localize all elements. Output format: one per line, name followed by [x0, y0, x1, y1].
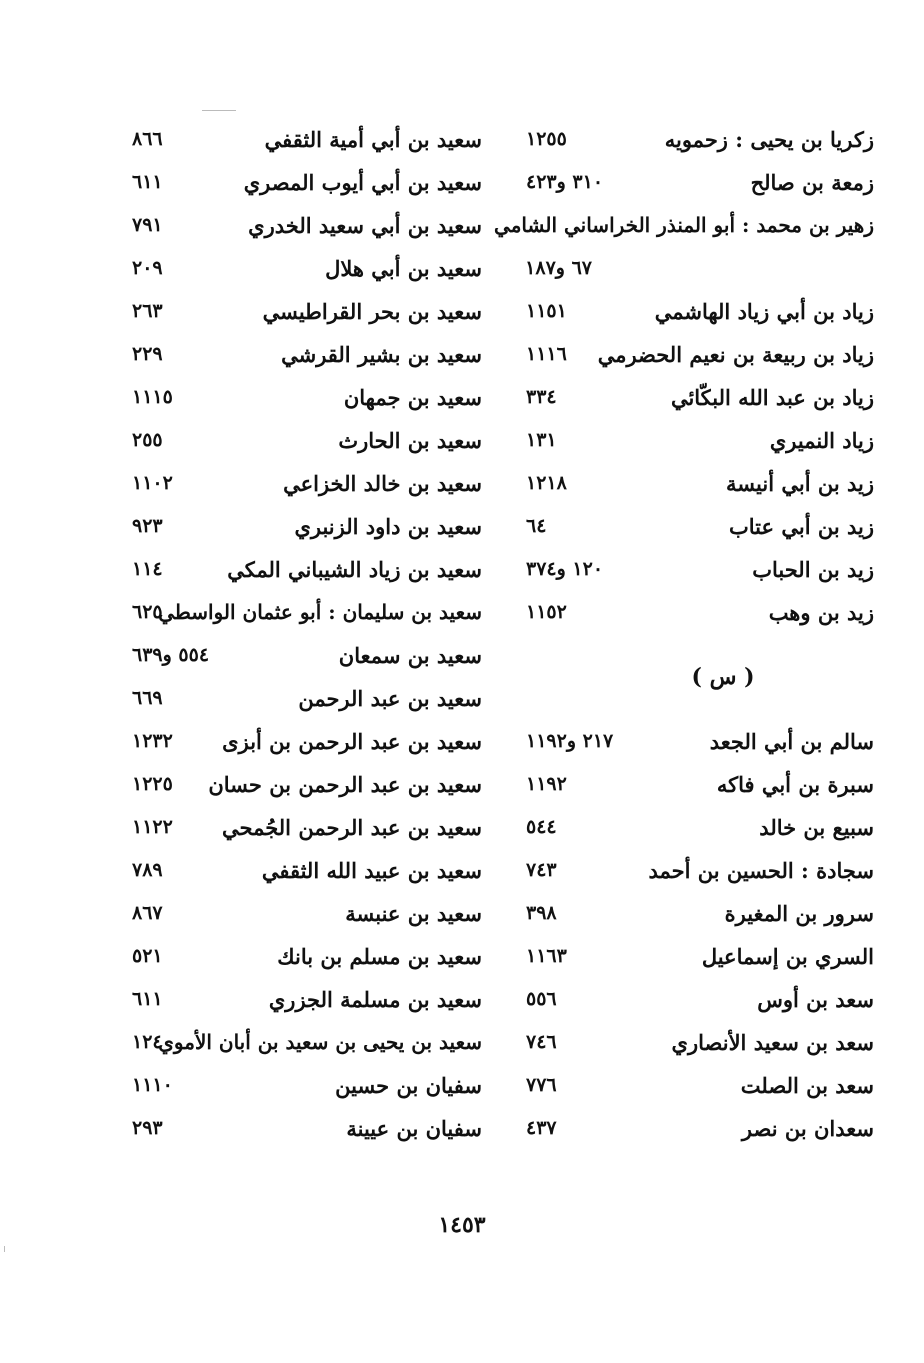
entry-name: سعيد بن الحارث: [338, 428, 482, 453]
entry-pages: ٢٢٩: [132, 343, 163, 365]
index-entry: [112, 720, 482, 763]
entry-pages: ١٢٠ و٣٧٤: [526, 558, 604, 580]
index-entry: [112, 247, 482, 290]
index-entry: [112, 677, 482, 720]
index-entry: [112, 376, 482, 419]
entry-pages: ١٢١٨: [526, 472, 567, 494]
entry-name: سعيد بن عبد الرحمن بن حسان: [208, 772, 482, 797]
entry-pages: ٧٩١: [132, 214, 163, 236]
entry-pages: ٩٢٣: [132, 515, 163, 537]
entry-name: سعيد بن عبد الرحمن: [298, 686, 482, 711]
entry-name: سعد بن أوس: [757, 987, 874, 1012]
entry-name: سفيان بن عيينة: [346, 1116, 482, 1141]
entry-name: سبيع بن خالد: [759, 815, 874, 840]
entry-pages: ٣٩٨: [526, 902, 557, 924]
entry-name: سعيد بن يحيى بن سعيد بن أبان الأموي: [158, 1030, 482, 1054]
entry-pages: ١٣١: [526, 429, 557, 451]
entry-name: سعد بن الصلت: [740, 1073, 874, 1098]
entry-pages: ٧٧٦: [526, 1074, 557, 1096]
index-entry: [512, 462, 874, 505]
entry-name: زمعة بن صالح: [750, 170, 874, 195]
index-entry: [112, 204, 482, 247]
entry-name: سبرة بن أبي فاكه: [716, 772, 874, 797]
entry-name: سعيد بن مسلم بن بانك: [277, 944, 482, 969]
entry-name: سعيد بن داود الزنبري: [294, 514, 482, 539]
entry-name: زيد بن أبي عتاب: [729, 514, 874, 539]
index-entry: [512, 1021, 874, 1064]
entry-pages: ٤٣٧: [526, 1117, 557, 1139]
entry-name: السري بن إسماعيل: [701, 944, 874, 969]
entry-name: سعيد بن جمهان: [343, 385, 482, 410]
entry-pages: ٦٢٥: [132, 601, 163, 623]
index-entry: [512, 806, 874, 849]
index-entry: [512, 548, 874, 591]
entry-pages: ٦١١: [132, 988, 163, 1010]
entry-name: سفيان بن حسين: [335, 1073, 482, 1098]
entry-name: سعيد بن خالد الخزاعي: [283, 471, 482, 496]
entry-name: سعد بن سعيد الأنصاري: [671, 1030, 874, 1055]
entry-pages: ٥٥٤ و٦٣٩: [132, 644, 210, 666]
entry-pages: ٥٢١: [132, 945, 163, 967]
index-entry: [112, 419, 482, 462]
index-entry: [112, 849, 482, 892]
entry-pages: ٢١٧ و١١٩٢: [526, 730, 614, 752]
entry-name: سعيد بن سليمان : أبو عثمان الواسطي: [158, 600, 482, 624]
index-entry: [512, 118, 874, 161]
entry-name: سعدان بن نصر: [741, 1116, 874, 1141]
entry-name: زياد بن عبد الله البكّائي: [670, 385, 874, 410]
index-entry: [112, 634, 482, 677]
index-entry: [112, 290, 482, 333]
index-entry: [112, 978, 482, 1021]
index-entry: [112, 505, 482, 548]
left-column: [112, 118, 482, 1150]
entry-name: زياد بن أبي زياد الهاشمي: [654, 299, 874, 324]
entry-pages: ٨٦٧: [132, 902, 163, 924]
entry-pages: ١١٤: [132, 558, 163, 580]
entry-pages: ٥٤٤: [526, 816, 557, 838]
index-entry: [112, 462, 482, 505]
index-entry: [512, 419, 874, 462]
index-entry: [512, 376, 874, 419]
entry-pages: ٦١١: [132, 171, 163, 193]
index-entry: [112, 1107, 482, 1150]
entry-pages: ١٢٢٥: [132, 773, 173, 795]
entry-pages: ١١٩٢: [526, 773, 567, 795]
entry-pages: ٨٦٦: [132, 128, 163, 150]
entry-name: سالم بن أبي الجعد: [709, 729, 874, 754]
entry-pages: ٦٦٩: [132, 687, 163, 709]
entry-name: زياد بن ربيعة بن نعيم الحضرمي: [597, 342, 874, 367]
entry-pages: ١١٥١: [526, 300, 567, 322]
entry-pages: ١١٢٢: [132, 816, 173, 838]
entry-pages: ١١٠٢: [132, 472, 173, 494]
index-entry: [512, 763, 874, 806]
index-entry: [512, 935, 874, 978]
entry-pages: ٣٣٤: [526, 386, 557, 408]
index-entry: [512, 978, 874, 1021]
entry-pages: ١١١٥: [132, 386, 173, 408]
entry-name: سعيد بن عنبسة: [345, 901, 482, 926]
index-entry: [112, 118, 482, 161]
right-column: [494, 118, 874, 1150]
index-entry: [512, 1064, 874, 1107]
index-entry: [112, 935, 482, 978]
entry-name: زيد بن أبي أنيسة: [726, 471, 874, 496]
entry-name: سعيد بن أبي هلال: [325, 256, 482, 281]
index-entry-continuation: [512, 247, 874, 290]
index-entry: [512, 505, 874, 548]
index-entry: [512, 849, 874, 892]
entry-name: سرور بن المغيرة: [724, 901, 874, 926]
entry-name: سجادة : الحسين بن أحمد: [648, 858, 874, 883]
entry-pages: ٣١٠ و٤٢٣: [526, 171, 604, 193]
entry-pages: ١٢٤: [132, 1031, 163, 1053]
entry-name: سعيد بن أبي سعيد الخدري: [248, 213, 482, 238]
index-entry: [512, 591, 874, 634]
entry-pages: ٢٥٥: [132, 429, 163, 451]
scan-mark-left: [4, 1246, 5, 1252]
entry-name: زيد بن الحباب: [752, 557, 874, 582]
index-entry: [112, 548, 482, 591]
entry-pages: ١١٥٢: [526, 601, 567, 623]
entry-name: سعيد بن أبي أيوب المصري: [243, 170, 482, 195]
section-heading-seen: ( س ): [691, 664, 755, 690]
entry-pages: ١٢٣٢: [132, 730, 173, 752]
entry-pages: ٢٠٩: [132, 257, 163, 279]
entry-name: سعيد بن عبد الرحمن الجُمحي: [222, 815, 482, 840]
entry-name: زيد بن وهب: [768, 600, 874, 625]
page-number: ١٤٥٣: [438, 1212, 486, 1238]
index-entry: [112, 892, 482, 935]
index-entry: [512, 290, 874, 333]
entry-pages: ١٢٥٥: [526, 128, 567, 150]
entry-pages: ٢٦٣: [132, 300, 163, 322]
entry-name: سعيد بن أبي أمية الثقفي: [264, 127, 482, 152]
entry-pages: ٧٤٣: [526, 859, 557, 881]
entry-pages: ٦٧ و١٨٧: [525, 257, 592, 279]
entry-name: سعيد بن بحر القراطيسي: [262, 299, 482, 324]
entry-pages: ٧٤٦: [526, 1031, 557, 1053]
entry-name: سعيد بن مسلمة الجزري: [268, 987, 482, 1012]
index-entry: [112, 591, 482, 634]
entry-name: سعيد بن عبد الرحمن بن أبزى: [222, 729, 482, 754]
entry-pages: ٥٥٦: [526, 988, 557, 1010]
index-entry: [512, 161, 874, 204]
index-entry: [512, 720, 874, 763]
index-entry: [112, 1064, 482, 1107]
index-entry: [512, 1107, 874, 1150]
index-entry: [112, 806, 482, 849]
entry-pages: ٧٨٩: [132, 859, 163, 881]
index-entry: [112, 333, 482, 376]
index-entry: [512, 333, 874, 376]
entry-pages: ١١١٠: [132, 1074, 173, 1096]
entry-name: زهير بن محمد : أبو المنذر الخراساني الشامي: [494, 213, 874, 237]
entry-name: سعيد بن سمعان: [338, 643, 482, 668]
index-entry: [112, 763, 482, 806]
entry-pages: ٦٤: [526, 515, 547, 537]
entry-name: سعيد بن زياد الشيباني المكي: [227, 557, 482, 582]
entry-pages: ١١١٦: [526, 343, 567, 365]
entry-pages: ٢٩٣: [132, 1117, 163, 1139]
scan-mark-top: [202, 110, 236, 111]
index-entry: [112, 161, 482, 204]
entry-name: زكريا بن يحيى : زحمويه: [664, 127, 874, 152]
index-entry: [512, 892, 874, 935]
entry-name: زياد النميري: [769, 428, 874, 453]
entry-name: سعيد بن بشير القرشي: [281, 342, 482, 367]
index-entry: [112, 1021, 482, 1064]
index-entry: [494, 204, 874, 247]
entry-name: سعيد بن عبيد الله الثقفي: [261, 858, 482, 883]
entry-pages: ١١٦٣: [526, 945, 567, 967]
